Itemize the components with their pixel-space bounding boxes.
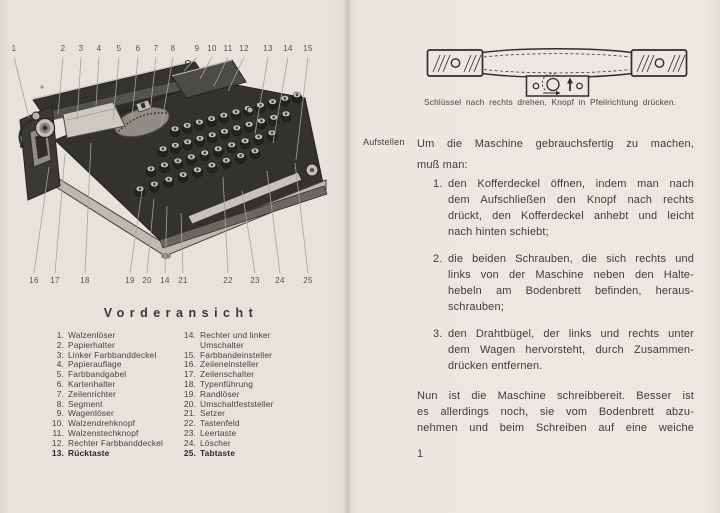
part-number: 15. <box>183 349 196 360</box>
part-label: Kartenhalter <box>68 378 116 389</box>
callout-number: 8 <box>170 44 176 53</box>
part-number: 19. <box>183 388 196 399</box>
part-label: Walzenlöser <box>68 330 116 340</box>
page-left <box>0 0 348 513</box>
parts-list-col2 <box>172 331 322 458</box>
callout-number: 20 <box>142 276 152 285</box>
figure-caption: Schlüssel nach rechts drehen, Knopf in Pfeilrichtung drücken. <box>424 97 677 107</box>
part-number: 13. <box>51 447 64 458</box>
text-line: den Kofferdeckel öffnen, indem man nach <box>448 178 694 190</box>
part-label: Papierauflage <box>68 359 122 370</box>
text-line: Nun ist die Maschine schreibbereit. Besser ist <box>417 390 694 402</box>
right-knob-hub <box>310 168 314 172</box>
text-line: den Drahtbügel, der links und rechts unter <box>448 328 694 340</box>
callout-number: 25 <box>303 276 313 285</box>
callout-number: 13 <box>263 44 273 53</box>
text-line: drücken entfernen. <box>448 360 543 372</box>
text-line: schrauben; <box>448 301 504 313</box>
callout-number: 24 <box>275 276 285 285</box>
step-number: 1. <box>433 178 443 190</box>
callout-number: 22 <box>223 276 233 285</box>
part-label: Walzendrehknopf <box>68 418 136 429</box>
part-number: 11. <box>52 427 64 438</box>
text-line: hebeln am Bodenbrett befinden, heraus- <box>448 285 694 297</box>
callout-number: 14 <box>160 276 170 285</box>
closing-paragraph <box>417 388 694 436</box>
part-label: Randlöser <box>200 388 240 399</box>
text-line: muß man: <box>417 159 468 171</box>
intro-paragraph <box>417 134 694 176</box>
text-line: links von der Maschine neben den Halte- <box>448 269 694 281</box>
page-number: 1 <box>417 448 424 460</box>
part-label: Zeilenschalter <box>200 369 255 380</box>
callout-number: 12 <box>239 44 249 53</box>
figure-title: Vorderansicht <box>103 306 259 320</box>
part-label: Leertaste <box>200 427 237 438</box>
callout-number: 2 <box>60 44 66 53</box>
part-label: Typenführung <box>200 378 254 389</box>
part-number: 23. <box>183 427 196 438</box>
callout-number: 16 <box>29 276 39 285</box>
step-number: 3. <box>433 328 443 340</box>
part-number: 21. <box>183 408 196 419</box>
callout-number: 17 <box>50 276 60 285</box>
part-number: 2. <box>56 339 64 350</box>
part-label: Farbbandeinsteller <box>200 349 273 360</box>
part-label: Tabtaste <box>200 447 236 458</box>
step-text <box>448 176 694 240</box>
text-line: die beiden Schrauben, die sich rechts und <box>448 253 694 265</box>
callout-number: 18 <box>80 276 90 285</box>
part-number: 3. <box>56 349 64 360</box>
typewriter-illustration <box>0 40 340 282</box>
part-number: 5. <box>56 369 64 380</box>
text-line: drückt, den Kofferdeckel anhebt und leicht <box>448 210 694 222</box>
callout-number: 3 <box>78 44 84 53</box>
part-label: Rechter Farbbanddeckel <box>68 437 164 448</box>
part-number: 20. <box>183 398 196 409</box>
page-right <box>348 0 720 513</box>
part-number: 25. <box>183 447 196 458</box>
callout-number: 21 <box>178 276 188 285</box>
screw-hole <box>655 59 663 67</box>
text-line: Um die Maschine gebrauchsfertig zu machen, <box>417 138 694 150</box>
part-label: Linker Farbbanddeckel <box>68 349 157 360</box>
callout-number: 7 <box>153 44 159 53</box>
lever-tip <box>20 144 24 148</box>
part-label: Rücktaste <box>68 447 110 458</box>
callout-number: 15 <box>303 44 313 53</box>
callout-number: 4 <box>96 44 102 53</box>
section-label: Aufstellen <box>363 137 405 147</box>
page-gutter <box>344 0 352 513</box>
text-line: es allerdings noch, sie vom Bodenbrett abzu- <box>417 406 694 418</box>
part-label: Zeileneinsteller <box>200 359 259 370</box>
part-number: 12. <box>51 437 64 448</box>
text-line: nach hinten schiebt; <box>448 226 549 238</box>
part-label: Walzenstechknopf <box>68 427 139 438</box>
text-line: nehmen und beim Schreiben auf eine weiche <box>417 422 694 434</box>
part-number: 4. <box>56 359 64 370</box>
typewriter-figure <box>0 0 348 300</box>
callout-number: 19 <box>125 276 135 285</box>
part-label: Löscher <box>200 437 231 448</box>
callout-number: 6 <box>135 44 141 53</box>
parts-list-item <box>172 449 322 459</box>
part-number: 1. <box>56 330 64 340</box>
scan-speck <box>40 85 44 89</box>
callout-number: 9 <box>194 44 200 53</box>
part-number: 24. <box>183 437 196 448</box>
part-label: Zeilenrichter <box>68 388 117 399</box>
text-line: dem Aufschließen den Knopf nach rechts <box>448 194 694 206</box>
foot <box>161 253 171 259</box>
callout-number: 14 <box>283 44 293 53</box>
part-number: 8. <box>56 398 64 409</box>
screw-hole <box>451 59 459 67</box>
part-label: Segment <box>68 398 103 409</box>
part-number: 7. <box>56 388 64 399</box>
carriage-end-cap <box>32 112 40 120</box>
parts-list-item <box>172 331 322 351</box>
case-handle-illustration <box>426 44 688 98</box>
part-number: 14. <box>183 330 196 340</box>
step-number: 2. <box>433 253 443 265</box>
body-text-column <box>417 134 694 462</box>
callout-number: 11 <box>223 44 233 53</box>
part-label: Wagenlöser <box>68 408 114 419</box>
part-number: 16. <box>183 359 196 370</box>
platen-knob-hub <box>43 126 48 131</box>
steps-list <box>417 176 694 374</box>
step-text <box>448 326 694 374</box>
part-label: Setzer <box>200 408 226 419</box>
part-label: Rechter und linker Umschalter <box>200 330 271 350</box>
part-number: 18. <box>183 378 196 389</box>
part-label: Farbbandgabel <box>68 369 127 380</box>
step-item <box>417 326 694 374</box>
callout-number: 23 <box>250 276 260 285</box>
part-label: Papierhalter <box>68 339 115 350</box>
text-line: dem Wagen hervorsteht, durch Zusammen- <box>448 344 694 356</box>
part-number: 6. <box>56 378 64 389</box>
callout-number: 5 <box>116 44 122 53</box>
step-item <box>417 176 694 240</box>
callout-number: 1 <box>11 44 17 53</box>
step-item <box>417 251 694 315</box>
part-label: Umschaltfeststeller <box>200 398 274 409</box>
parts-list-item <box>40 449 180 459</box>
part-number: 22. <box>183 418 196 429</box>
part-number: 17. <box>183 369 196 380</box>
part-number: 9. <box>56 408 64 419</box>
callout-number: 10 <box>207 44 217 53</box>
step-text <box>448 251 694 315</box>
part-label: Tastenfeld <box>200 418 240 429</box>
part-number: 10. <box>51 418 64 429</box>
parts-list-col1 <box>40 331 180 458</box>
margin-release <box>247 107 253 113</box>
